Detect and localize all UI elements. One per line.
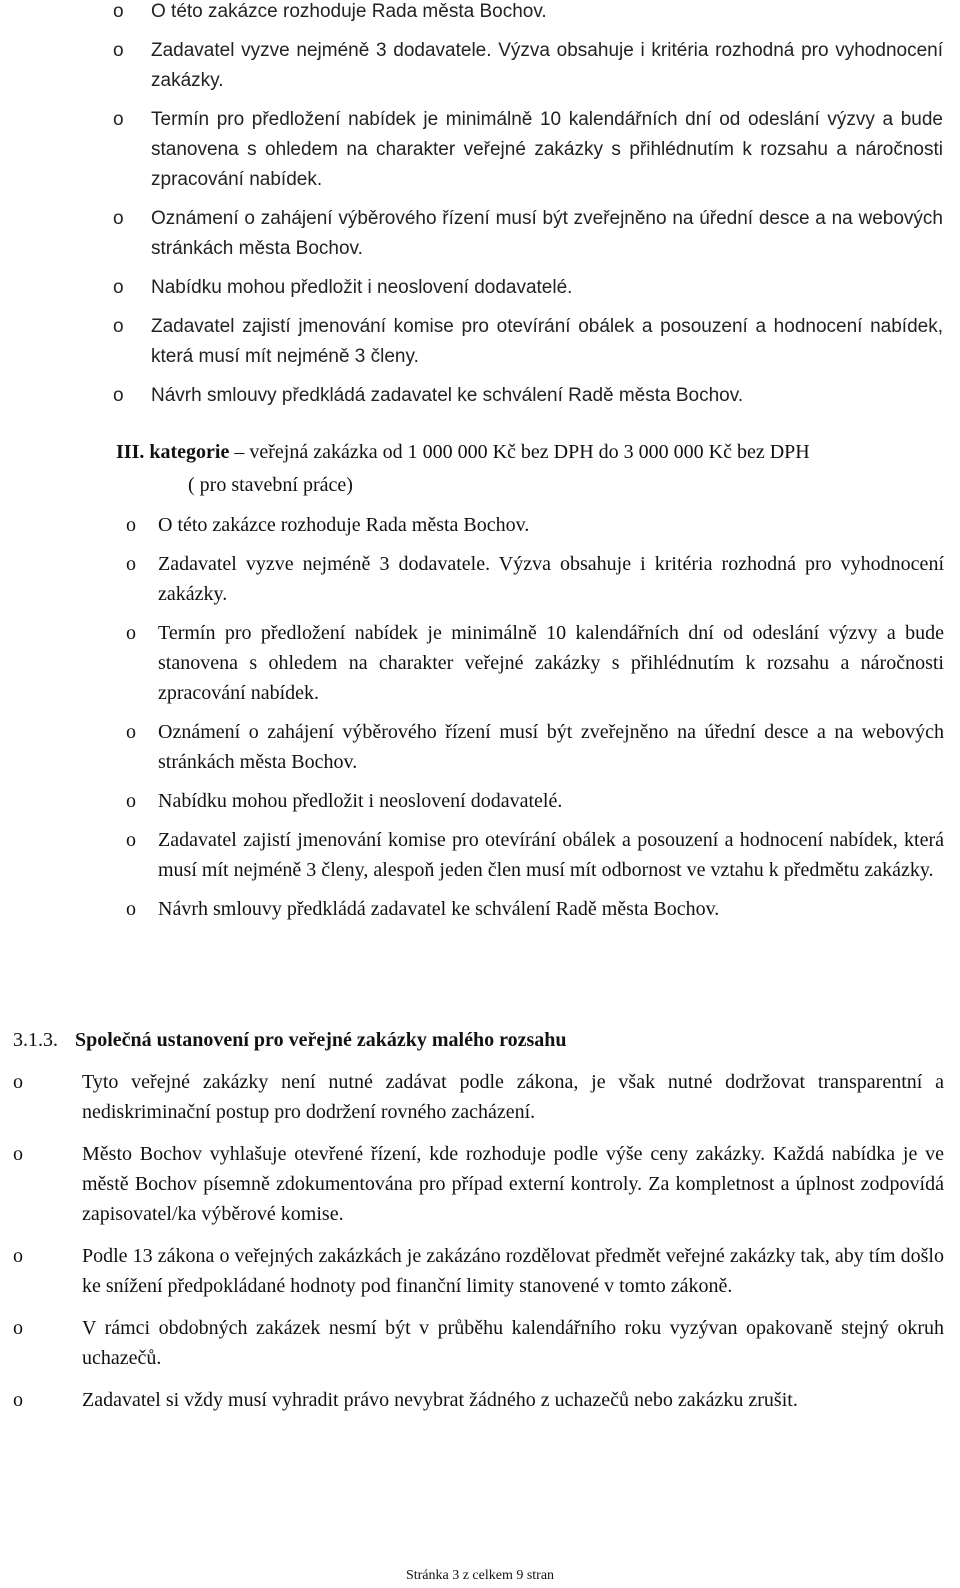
bullet-list-c [13,1067,944,1427]
list-item [113,36,943,96]
bullet-marker: o [113,40,124,61]
bullet-marker: o [126,622,136,644]
bullet-marker: o [13,1245,23,1267]
list-item [13,1139,944,1229]
category-label: kategorie [149,441,230,463]
list-item-text: Zadavatel vyzve nejméně 3 dodavatele. Výzva obsahuje i kritéria rozhodná pro vyhodnocení zakázky. [158,553,944,605]
list-item [126,825,944,885]
bullet-marker: o [13,1071,23,1093]
list-item [13,1385,944,1415]
list-item [13,1067,944,1127]
list-item-text: Nabídku mohou předložit i neoslovení dodavatelé. [158,790,563,812]
list-item [126,549,944,609]
list-item-text: Zadavatel zajistí jmenování komise pro otevírání obálek a posouzení a hodnocení nabídek, která musí mít nejméně 3 členy. [151,316,943,367]
category-number: III. [116,441,145,463]
list-item-text: Oznámení o zahájení výběrového řízení musí být zveřejněno na úřední desce a na webových stránkách města Bochov. [158,721,944,773]
list-item [126,618,944,708]
list-item [113,0,943,27]
list-item-text: O této zakázce rozhoduje Rada města Bochov. [151,1,547,22]
section-title: Společná ustanovení pro veřejné zakázky malého rozsahu [75,1029,567,1051]
section-number: 3.1.3. [13,1029,58,1051]
section-heading [13,1025,567,1055]
list-item [113,273,943,303]
list-item [113,204,943,264]
bullet-marker: o [126,553,136,575]
list-item [126,717,944,777]
bullet-marker: o [126,790,136,812]
list-item-text: Oznámení o zahájení výběrového řízení musí být zveřejněno na úřední desce a na webových stránkách města Bochov. [151,208,943,259]
list-item-text: Tyto veřejné zakázky není nutné zadávat podle zákona, je však nutné dodržovat transparentní a nediskriminační postup pro dodržení rovného zacházení. [82,1071,944,1123]
list-item-text: Návrh smlouvy předkládá zadavatel ke schválení Radě města Bochov. [151,385,744,406]
list-item [126,786,944,816]
list-item-text: Termín pro předložení nabídek je minimálně 10 kalendářních dní od odeslání výzvy a bude stanovena s ohledem na charakter veřejné zakázky s přihlédnutím k rozsahu a náročnosti zpracování nabídek. [151,109,943,190]
list-item [113,312,943,372]
list-item [113,105,943,195]
bullet-marker: o [13,1389,23,1411]
bullet-marker: o [126,514,136,536]
list-item [126,510,944,540]
bullet-marker: o [13,1317,23,1339]
list-item-text: V rámci obdobných zakázek nesmí být v průběhu kalendářního roku vyzývan opakovaně stejný okruh uchazečů. [82,1317,944,1369]
bullet-marker: o [113,277,124,298]
bullet-marker: o [113,109,124,130]
bullet-marker: o [126,721,136,743]
list-item-text: O této zakázce rozhoduje Rada města Bochov. [158,514,530,536]
list-item [13,1313,944,1373]
bullet-marker: o [126,898,136,920]
list-item-text: Zadavatel vyzve nejméně 3 dodavatele. Výzva obsahuje i kritéria rozhodná pro vyhodnocení zakázky. [151,40,943,91]
list-item [113,381,943,411]
list-item-text: Město Bochov vyhlašuje otevřené řízení, kde rozhoduje podle výše ceny zakázky. Každá nabídka je ve městě Bochov písemně zdokumentována pro případ externí kontroly. Za kompletnost a úplnost zodpovídá zapisovatel/ka výběrové komise. [82,1143,944,1225]
bullet-marker: o [13,1143,23,1165]
bullet-marker: o [113,208,124,229]
bullet-marker: o [126,829,136,851]
category-text: – veřejná zakázka od 1 000 000 Kč bez DPH do 3 000 000 Kč bez DPH [234,441,810,463]
bullet-marker: o [113,316,124,337]
list-item-text: Zadavatel zajistí jmenování komise pro otevírání obálek a posouzení a hodnocení nabídek, která musí mít nejméně 3 členy, alespoň jeden člen musí mít odbornost ve vztahu k předmětu zakázky. [158,829,944,881]
category-subheading: ( pro stavební práce) [188,474,353,496]
list-item [126,894,944,924]
bullet-list-a [113,0,943,420]
bullet-marker: o [113,1,124,22]
bullet-marker: o [113,385,124,406]
bullet-list-b [126,510,944,933]
list-item-text: Termín pro předložení nabídek je minimálně 10 kalendářních dní od odeslání výzvy a bude stanovena s ohledem na charakter veřejné zakázky s přihlédnutím k rozsahu a náročnosti zpracování nabídek. [158,622,944,704]
list-item [13,1241,944,1301]
list-item-text: Podle 13 zákona o veřejných zakázkách je zakázáno rozdělovat předmět veřejné zakázky tak, aby tím došlo ke snížení předpokládané hodnoty pod finanční limity stanovené v tomto zákoně. [82,1245,944,1297]
list-item-text: Návrh smlouvy předkládá zadavatel ke schválení Radě města Bochov. [158,898,720,920]
list-item-text: Nabídku mohou předložit i neoslovení dodavatelé. [151,277,573,298]
list-item-text: Zadavatel si vždy musí vyhradit právo nevybrat žádného z uchazečů nebo zakázku zrušit. [82,1389,798,1411]
category-heading [116,437,946,467]
page-footer: Stránka 3 z celkem 9 stran [405,1568,555,1583]
